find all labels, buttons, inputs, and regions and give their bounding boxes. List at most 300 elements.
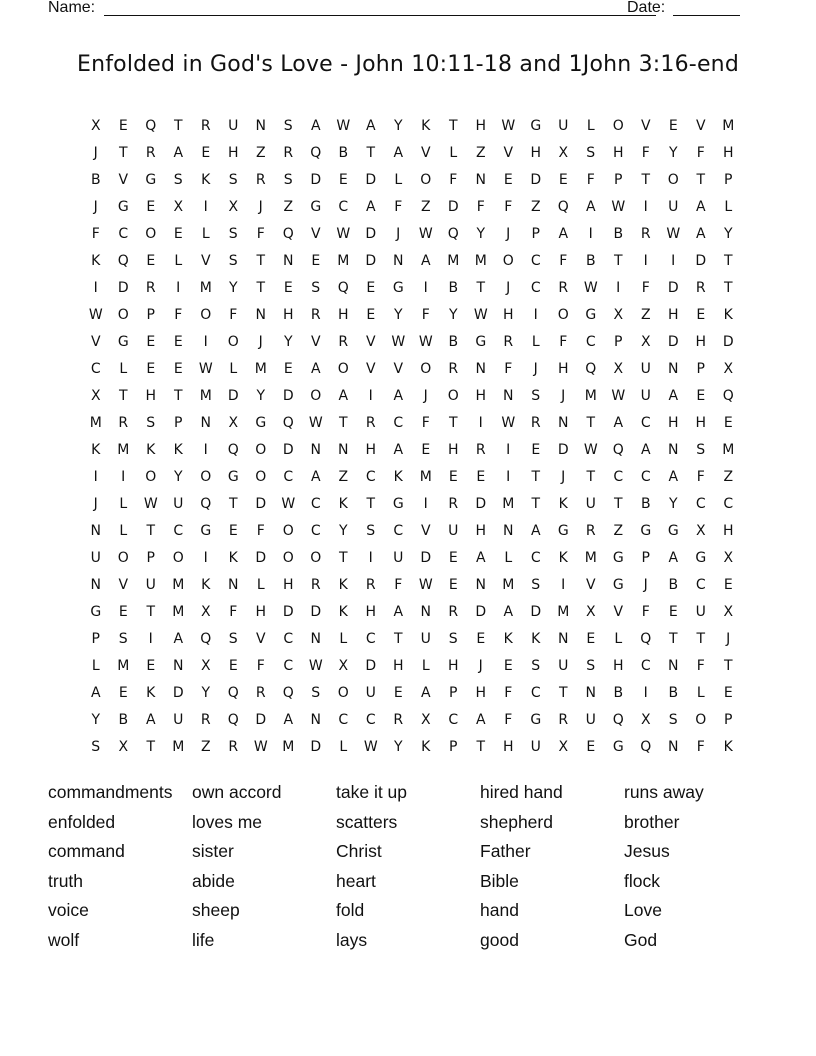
grid-letter: A: [283, 712, 294, 728]
grid-letter: T: [696, 172, 706, 188]
grid-letter: P: [641, 550, 650, 566]
grid-letter: L: [724, 199, 733, 215]
grid-letter: Z: [338, 469, 349, 485]
grid-letter: J: [396, 226, 401, 242]
grid-letter: T: [668, 631, 678, 647]
grid-letter: A: [695, 199, 706, 215]
grid-letter: W: [198, 361, 213, 377]
grid-letter: E: [366, 307, 376, 323]
grid-letter: O: [255, 442, 267, 458]
grid-letter: C: [90, 361, 101, 377]
grid-letter: C: [530, 685, 541, 701]
grid-letter: C: [695, 496, 706, 512]
word-list-item: own accord: [192, 782, 282, 802]
grid-letter: F: [174, 307, 183, 323]
grid-letter: S: [531, 388, 541, 404]
grid-letter: I: [506, 469, 511, 485]
grid-letter: D: [310, 739, 322, 755]
grid-letter: N: [668, 442, 679, 458]
grid-letter: Y: [283, 334, 293, 350]
grid-letter: Q: [227, 712, 239, 728]
grid-letter: D: [530, 604, 542, 620]
grid-letter: D: [310, 604, 322, 620]
grid-letter: C: [338, 712, 349, 728]
grid-letter: U: [640, 388, 651, 404]
grid-letter: C: [365, 712, 376, 728]
grid-letter: N: [90, 523, 101, 539]
grid-letter: A: [393, 388, 404, 404]
grid-letter: N: [310, 442, 321, 458]
grid-letter: O: [502, 253, 514, 269]
grid-letter: E: [558, 172, 568, 188]
grid-letter: N: [668, 658, 679, 674]
grid-row: [82, 707, 742, 734]
grid-letter: T: [723, 280, 733, 296]
grid-letter: F: [504, 199, 513, 215]
grid-letter: E: [696, 307, 706, 323]
grid-letter: B: [90, 172, 101, 188]
grid-letter: Q: [282, 685, 294, 701]
grid-letter: P: [174, 415, 183, 431]
grid-letter: H: [392, 658, 404, 674]
grid-letter: D: [282, 604, 294, 620]
grid-letter: N: [558, 415, 569, 431]
grid-letter: T: [366, 145, 376, 161]
grid-letter: E: [146, 253, 156, 269]
grid-letter: K: [338, 604, 348, 620]
grid-row: [82, 302, 742, 329]
grid-letter: R: [585, 523, 596, 539]
grid-letter: W: [666, 226, 681, 242]
grid-letter: C: [393, 415, 404, 431]
word-list-item: wolf: [48, 929, 80, 950]
grid-letter: Y: [668, 496, 678, 512]
grid-letter: X: [228, 415, 239, 431]
grid-letter: A: [613, 415, 624, 431]
grid-letter: M: [337, 253, 350, 269]
grid-letter: F: [504, 685, 513, 701]
grid-letter: S: [531, 658, 541, 674]
grid-letter: H: [475, 523, 487, 539]
grid-letter: Q: [640, 739, 652, 755]
grid-letter: M: [117, 442, 130, 458]
grid-letter: K: [723, 739, 733, 755]
grid-letter: V: [255, 631, 266, 647]
grid-letter: G: [117, 199, 129, 215]
word-list-item: brother: [624, 811, 680, 832]
grid-letter: M: [89, 415, 102, 431]
grid-letter: B: [585, 253, 596, 269]
grid-letter: D: [117, 280, 129, 296]
grid-letter: W: [501, 118, 516, 134]
grid-letter: Z: [283, 199, 294, 215]
grid-letter: M: [502, 577, 515, 593]
grid-letter: N: [585, 685, 596, 701]
grid-letter: G: [392, 280, 404, 296]
grid-letter: E: [448, 550, 458, 566]
grid-letter: X: [640, 334, 651, 350]
grid-letter: K: [91, 253, 101, 269]
grid-letter: M: [474, 253, 487, 269]
grid-letter: M: [584, 550, 597, 566]
grid-letter: B: [448, 334, 459, 350]
grid-letter: S: [366, 523, 376, 539]
grid-letter: I: [203, 442, 208, 458]
grid-letter: P: [531, 226, 540, 242]
grid-letter: V: [695, 118, 706, 134]
grid-letter: O: [200, 307, 212, 323]
grid-letter: I: [121, 469, 126, 485]
grid-row: [82, 329, 742, 356]
grid-letter: F: [696, 658, 705, 674]
grid-letter: N: [558, 631, 569, 647]
grid-letter: W: [253, 739, 268, 755]
grid-letter: N: [310, 631, 321, 647]
grid-letter: F: [641, 145, 650, 161]
grid-letter: F: [229, 604, 238, 620]
grid-letter: T: [531, 469, 541, 485]
grid-letter: K: [338, 496, 348, 512]
grid-letter: C: [613, 469, 624, 485]
grid-letter: H: [447, 658, 459, 674]
grid-letter: V: [613, 604, 624, 620]
word-list-item: loves me: [192, 811, 263, 832]
grid-letter: N: [338, 442, 349, 458]
grid-letter: E: [696, 388, 706, 404]
grid-letter: P: [449, 685, 458, 701]
word-list-item: lays: [336, 929, 368, 950]
grid-letter: L: [531, 334, 540, 350]
grid-letter: L: [614, 631, 623, 647]
grid-row: [82, 383, 742, 410]
grid-letter: U: [668, 199, 679, 215]
grid-letter: I: [203, 199, 208, 215]
grid-letter: Y: [91, 712, 101, 728]
grid-letter: S: [173, 172, 183, 188]
grid-letter: I: [93, 280, 98, 296]
grid-letter: T: [256, 280, 266, 296]
grid-letter: L: [504, 550, 513, 566]
grid-letter: Z: [723, 469, 734, 485]
grid-letter: E: [503, 172, 513, 188]
grid-letter: S: [146, 415, 156, 431]
grid-letter: T: [723, 253, 733, 269]
grid-letter: I: [671, 253, 676, 269]
grid-letter: U: [695, 604, 706, 620]
grid-letter: W: [363, 739, 378, 755]
grid-letter: R: [200, 712, 211, 728]
grid-letter: E: [668, 604, 678, 620]
grid-letter: Y: [476, 226, 486, 242]
grid-letter: R: [255, 172, 266, 188]
grid-letter: S: [283, 118, 293, 134]
grid-letter: I: [423, 280, 428, 296]
grid-letter: U: [90, 550, 101, 566]
grid-letter: J: [478, 658, 483, 674]
grid-letter: N: [503, 523, 514, 539]
grid-letter: D: [667, 334, 679, 350]
grid-letter: X: [118, 739, 129, 755]
grid-letter: C: [173, 523, 184, 539]
grid-letter: G: [90, 604, 102, 620]
grid-letter: A: [585, 199, 596, 215]
grid-letter: N: [668, 361, 679, 377]
word-list-item: shepherd: [480, 811, 553, 832]
grid-letter: R: [475, 442, 486, 458]
grid-letter: L: [119, 523, 128, 539]
grid-letter: O: [612, 118, 624, 134]
grid-letter: A: [393, 145, 404, 161]
grid-letter: Z: [530, 199, 541, 215]
word-list-item: scatters: [336, 811, 398, 832]
grid-letter: C: [310, 496, 321, 512]
grid-letter: A: [668, 469, 679, 485]
word-list-item: heart: [336, 870, 376, 891]
grid-letter: V: [310, 334, 321, 350]
grid-letter: O: [255, 469, 267, 485]
grid-letter: D: [475, 604, 487, 620]
page-title: Enfolded in God's Love - John 10:11-18 and 1John 3:16-end: [76, 52, 739, 77]
grid-letter: E: [118, 685, 128, 701]
grid-letter: T: [613, 253, 623, 269]
grid-letter: E: [393, 685, 403, 701]
grid-letter: R: [558, 280, 569, 296]
grid-letter: R: [365, 577, 376, 593]
grid-letter: M: [419, 469, 432, 485]
grid-letter: C: [365, 631, 376, 647]
grid-letter: D: [475, 496, 487, 512]
grid-row: [82, 113, 742, 140]
grid-letter: R: [530, 415, 541, 431]
grid-letter: T: [146, 523, 156, 539]
grid-letter: G: [695, 550, 707, 566]
grid-letter: M: [557, 604, 570, 620]
grid-letter: X: [613, 307, 624, 323]
grid-row: [82, 491, 742, 518]
grid-row: [82, 140, 742, 167]
word-list-item: flock: [624, 870, 660, 891]
grid-letter: H: [282, 577, 294, 593]
grid-letter: F: [586, 172, 595, 188]
grid-letter: G: [667, 523, 679, 539]
grid-letter: Q: [200, 631, 212, 647]
grid-letter: T: [338, 550, 348, 566]
grid-letter: R: [228, 739, 239, 755]
grid-letter: B: [668, 685, 679, 701]
grid-letter: H: [667, 415, 679, 431]
grid-letter: V: [118, 172, 129, 188]
grid-letter: K: [531, 631, 541, 647]
grid-letter: H: [475, 388, 487, 404]
grid-letter: O: [420, 172, 432, 188]
grid-letter: U: [145, 577, 156, 593]
grid-letter: X: [420, 712, 431, 728]
grid-letter: H: [695, 334, 707, 350]
grid-letter: K: [91, 442, 101, 458]
grid-letter: R: [695, 280, 706, 296]
grid-letter: H: [337, 307, 349, 323]
word-list-item: runs away: [624, 782, 704, 802]
grid-letter: O: [227, 334, 239, 350]
grid-letter: S: [91, 739, 101, 755]
grid-letter: H: [722, 523, 734, 539]
grid-letter: M: [172, 604, 185, 620]
grid-letter: L: [339, 631, 348, 647]
grid-letter: J: [726, 631, 731, 647]
grid-letter: I: [643, 199, 648, 215]
grid-letter: E: [228, 523, 238, 539]
grid-letter: C: [530, 280, 541, 296]
word-list-item: truth: [48, 870, 84, 891]
grid-letter: R: [558, 712, 569, 728]
grid-letter: S: [668, 712, 678, 728]
grid-letter: G: [227, 469, 239, 485]
grid-letter: W: [336, 226, 351, 242]
grid-letter: P: [696, 361, 705, 377]
grid-letter: S: [586, 145, 596, 161]
word-list-item: Love: [624, 900, 662, 921]
grid-letter: D: [667, 280, 679, 296]
grid-letter: Z: [640, 307, 651, 323]
grid-letter: A: [668, 388, 679, 404]
word-list-item: command: [48, 841, 125, 862]
grid-letter: A: [475, 712, 486, 728]
grid-letter: T: [723, 658, 733, 674]
grid-letter: I: [643, 685, 648, 701]
grid-letter: F: [641, 604, 650, 620]
grid-letter: X: [173, 199, 184, 215]
grid-letter: J: [533, 361, 538, 377]
grid-letter: U: [448, 523, 459, 539]
grid-letter: E: [173, 226, 183, 242]
grid-letter: Q: [612, 712, 624, 728]
grid-letter: Y: [393, 739, 403, 755]
grid-letter: O: [200, 469, 212, 485]
grid-letter: H: [447, 442, 459, 458]
grid-letter: V: [420, 523, 431, 539]
grid-letter: O: [667, 172, 679, 188]
grid-letter: Q: [640, 631, 652, 647]
grid-letter: R: [448, 496, 459, 512]
grid-letter: L: [174, 253, 183, 269]
grid-letter: E: [173, 334, 183, 350]
grid-letter: R: [365, 415, 376, 431]
grid-letter: D: [282, 388, 294, 404]
grid-letter: U: [228, 118, 239, 134]
grid-letter: I: [203, 334, 208, 350]
grid-letter: F: [696, 739, 705, 755]
grid-letter: G: [612, 550, 624, 566]
grid-letter: I: [368, 550, 373, 566]
grid-letter: O: [282, 523, 294, 539]
grid-letter: E: [421, 442, 431, 458]
grid-row: [82, 356, 742, 383]
grid-letter: A: [530, 523, 541, 539]
grid-letter: V: [503, 145, 514, 161]
grid-letter: I: [643, 253, 648, 269]
word-list-item: God: [624, 929, 658, 950]
grid-letter: X: [640, 712, 651, 728]
grid-letter: N: [255, 118, 266, 134]
grid-letter: I: [561, 577, 566, 593]
grid-letter: D: [255, 550, 267, 566]
grid-letter: O: [282, 550, 294, 566]
grid-letter: F: [256, 658, 265, 674]
grid-letter: F: [641, 280, 650, 296]
grid-letter: G: [585, 307, 597, 323]
grid-letter: O: [557, 307, 569, 323]
grid-row: [82, 626, 742, 653]
grid-letter: A: [145, 712, 156, 728]
grid-letter: J: [93, 496, 98, 512]
grid-letter: T: [393, 631, 403, 647]
grid-letter: X: [90, 388, 101, 404]
grid-letter: L: [696, 685, 705, 701]
grid-letter: T: [146, 739, 156, 755]
grid-letter: F: [476, 199, 485, 215]
grid-letter: Q: [722, 388, 734, 404]
grid-letter: E: [146, 334, 156, 350]
grid-letter: M: [282, 739, 295, 755]
name-label: Name:: [48, 0, 96, 16]
grid-letter: L: [339, 739, 348, 755]
grid-letter: U: [365, 685, 376, 701]
grid-letter: K: [393, 469, 403, 485]
grid-letter: H: [145, 388, 157, 404]
grid-letter: D: [365, 172, 377, 188]
word-list-item: Father: [480, 841, 531, 862]
grid-letter: A: [558, 226, 569, 242]
grid-letter: C: [283, 658, 294, 674]
grid-letter: Y: [338, 523, 348, 539]
grid-letter: R: [310, 307, 321, 323]
grid-letter: F: [559, 253, 568, 269]
grid-letter: T: [476, 739, 486, 755]
grid-letter: P: [146, 307, 155, 323]
grid-letter: O: [310, 388, 322, 404]
grid-letter: P: [91, 631, 100, 647]
grid-letter: S: [118, 631, 128, 647]
grid-letter: M: [502, 496, 515, 512]
grid-letter: A: [310, 118, 321, 134]
grid-letter: Y: [393, 118, 403, 134]
grid-letter: G: [392, 496, 404, 512]
grid-letter: S: [696, 442, 706, 458]
grid-letter: A: [365, 118, 376, 134]
grid-letter: C: [118, 226, 129, 242]
word-list: [48, 779, 768, 957]
grid-letter: D: [695, 253, 707, 269]
grid-letter: Y: [256, 388, 266, 404]
grid-letter: Q: [282, 415, 294, 431]
grid-letter: K: [228, 550, 238, 566]
word-list-item: good: [480, 929, 519, 950]
grid-letter: V: [310, 226, 321, 242]
grid-letter: C: [393, 523, 404, 539]
grid-letter: D: [365, 253, 377, 269]
grid-letter: P: [724, 712, 733, 728]
name-blank-line: [104, 15, 656, 16]
grid-letter: W: [583, 280, 598, 296]
grid-letter: S: [531, 577, 541, 593]
grid-letter: A: [475, 550, 486, 566]
grid-letter: U: [558, 658, 569, 674]
grid-letter: Q: [227, 442, 239, 458]
grid-letter: Q: [227, 685, 239, 701]
grid-letter: M: [447, 253, 460, 269]
grid-letter: R: [255, 685, 266, 701]
grid-letter: E: [338, 172, 348, 188]
